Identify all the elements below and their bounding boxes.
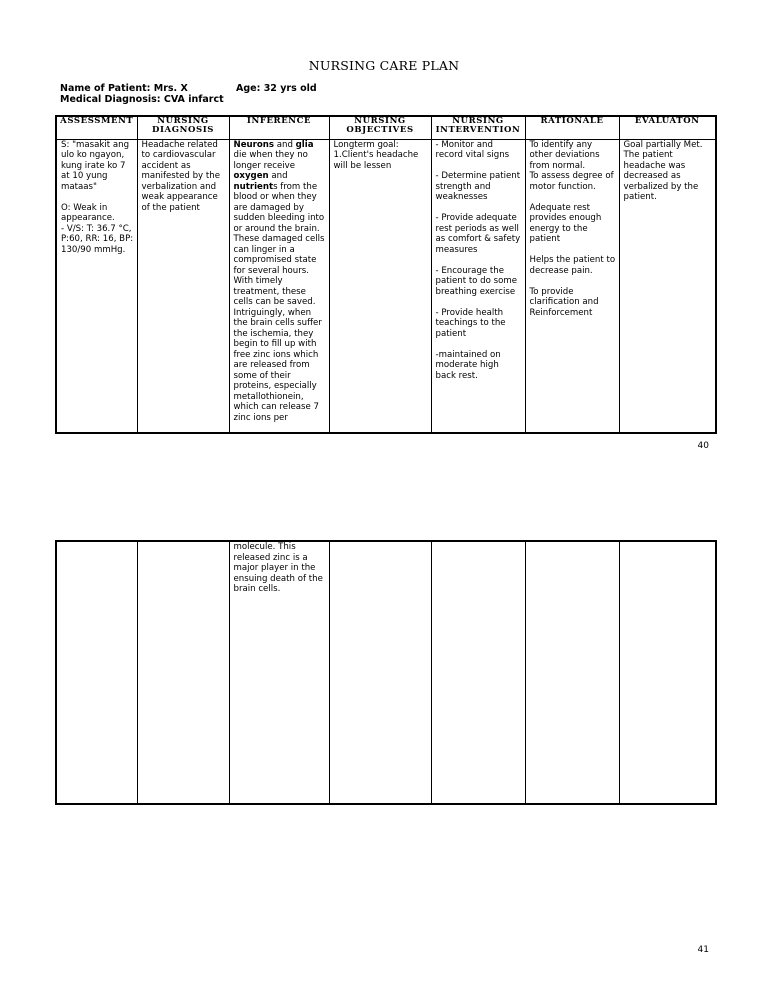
inference-text: and (274, 139, 296, 150)
inference-term-oxygen: oxygen (233, 171, 269, 181)
inference-term-glia: glia (295, 139, 314, 150)
page-number: 40 (697, 441, 709, 451)
assessment-cell (56, 541, 137, 804)
page-number: 41 (697, 945, 709, 955)
col-header-nursing-objectives: NURSING OBJECTIVES (329, 116, 431, 139)
table-row (56, 139, 716, 433)
care-plan-table (55, 115, 717, 434)
evaluation-cell (619, 541, 716, 804)
col-header-assessment: ASSESSMENT (56, 116, 137, 139)
evaluation-cell: Goal partially Met. The patient headache was decreased as verbalized by the patient. (619, 139, 716, 433)
patient-info (60, 83, 224, 105)
table-row (56, 541, 716, 804)
rationale-cell (525, 541, 619, 804)
col-header-nursing-intervention: NURSING INTERVENTION (431, 116, 525, 139)
diagnosis-cell: Headache related to cardiovascular accident as manifested by the verbalization and weak appearance of the patient (137, 139, 229, 433)
header-row (56, 116, 716, 139)
inference-cell: molecule. This released zinc is a major player in the ensuing death of the brain cells. (229, 541, 329, 804)
inference-cell (229, 139, 329, 433)
col-header-evaluation: EVALUATON (619, 116, 716, 139)
intervention-cell (431, 541, 525, 804)
inference-text: die when they no longer receive (233, 150, 308, 171)
col-header-rationale: RATIONALE (525, 116, 619, 139)
inference-term-neurons: Neurons (233, 139, 275, 150)
assessment-cell: S: "masakit ang ulo ko ngayon, kung irate ko 7 at 10 yung mataas" O: Weak in appearance. - V/S: T: 36.7 °C, P:60, RR: 16, BP: 130/90 mmHg. (56, 139, 137, 433)
inference-text: s from the blood or when they are damaged by sudden bleeding into or around the brain. These damaged cells can linger in a compromised state for several hours. With timely treatment, these cells can be saved. Intriguingly, when the brain cells suffer the ischemia, they begin to fill up with free zinc ions which are released from some of their proteins, especially metallothionein, which can release 7 zinc ions per (233, 181, 325, 423)
inference-term-nutrient: nutrient (233, 181, 274, 192)
patient-age: Age: 32 yrs old (236, 83, 317, 94)
objectives-cell (329, 541, 431, 804)
rationale-cell: To identify any other deviations from normal. To assess degree of motor function. Adequate rest provides enough energy to the patient Helps the patient to decrease pain. To provide clarification and Reinforcement (525, 139, 619, 433)
intervention-cell: - Monitor and record vital signs - Determine patient strength and weaknesses - Provide adequate rest periods as well as comfort & safety measures - Encourage the patient to do some breathing exercise - Provide health teachings to the patient -maintained on moderate high back rest. (431, 139, 525, 433)
care-plan-table-continued (55, 540, 717, 805)
patient-name: Name of Patient: Mrs. X (60, 83, 188, 94)
page-title: NURSING CARE PLAN (308, 58, 460, 73)
medical-diagnosis: Medical Diagnosis: CVA infarct (60, 94, 224, 105)
inference-text: and (268, 171, 288, 181)
col-header-inference: INFERENCE (229, 116, 329, 139)
diagnosis-cell (137, 541, 229, 804)
objectives-cell: Longterm goal: 1.Client's headache will be lessen (329, 139, 431, 433)
col-header-nursing-diagnosis: NURSING DIAGNOSIS (137, 116, 229, 139)
